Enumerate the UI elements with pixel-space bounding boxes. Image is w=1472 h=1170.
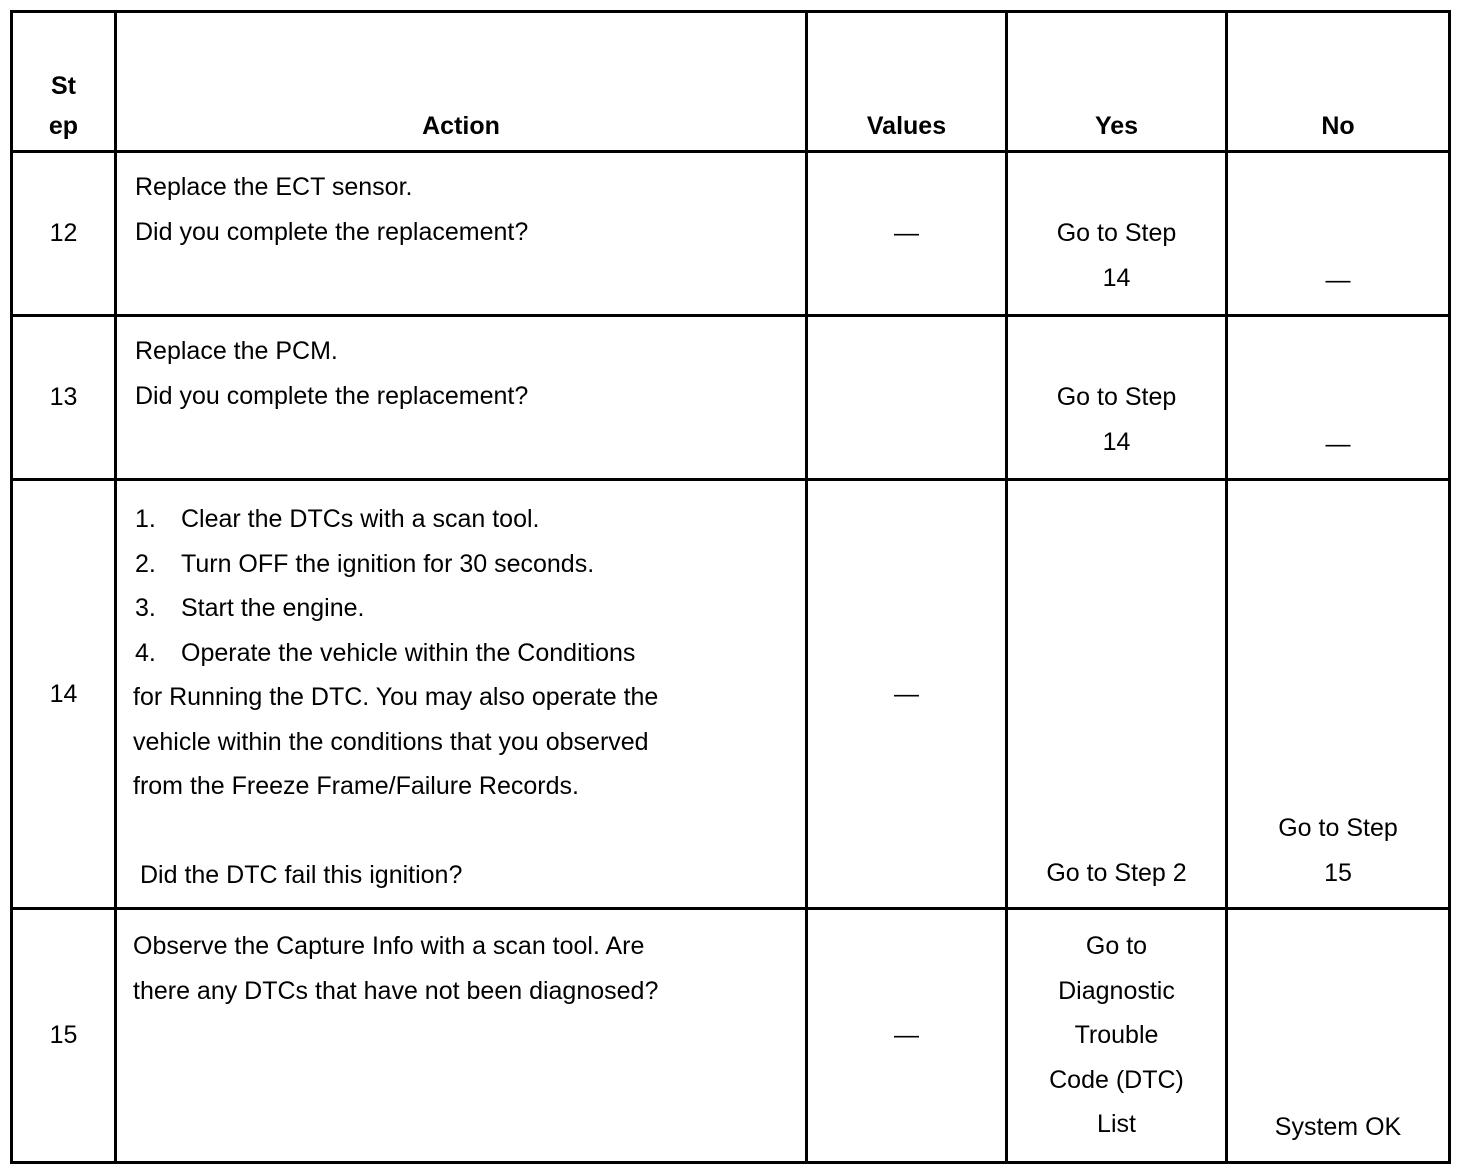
yes-line: Go to Step [1056,219,1177,247]
action-cell [116,316,807,480]
yes-line: List [1097,1110,1136,1138]
header-action: Action [116,12,807,152]
list-text: Operate the vehicle within the Conditions [181,638,636,667]
action-list-item [133,586,797,631]
values-cell: — [807,152,1007,316]
action-question: Did the DTC fail this ignition? [140,861,463,889]
action-line: Did you complete the replacement? [135,381,529,410]
header-yes: Yes [1007,12,1227,152]
list-number: 1. [135,505,156,533]
yes-line: Diagnostic [1058,976,1175,1005]
action-line: vehicle within the conditions that you observed [133,727,649,756]
step-number: 12 [12,152,116,316]
action-line: Replace the PCM. [135,337,338,365]
diagnostic-table [10,10,1451,1164]
action-list-item [133,631,797,676]
yes-cell [1007,316,1227,480]
values-cell: — [807,909,1007,1163]
action-list-item [133,497,797,542]
table-row [12,152,1450,316]
yes-line: Code (DTC) [1049,1065,1184,1094]
table-row [12,316,1450,480]
action-cell [116,152,807,316]
header-no: No [1227,12,1450,152]
step-number: 13 [12,316,116,480]
action-line: Observe the Capture Info with a scan tool. Are [133,932,645,960]
yes-line: Go to [1085,932,1148,960]
values-cell: — [807,480,1007,909]
action-cell [116,480,807,909]
list-number: 2. [135,549,156,578]
action-list-item [133,542,797,587]
header-step [12,12,116,152]
header-values: Values [807,12,1007,152]
no-cell: System OK [1227,909,1450,1163]
header-step-line2: ep [48,112,79,140]
action-cell [116,909,807,1163]
action-line: from the Freeze Frame/Failure Records. [133,772,579,800]
yes-line: Go to Step [1056,383,1177,411]
list-text: Start the engine. [181,594,365,622]
table-row [12,480,1450,909]
no-cell [1227,480,1450,909]
action-line: Replace the ECT sensor. [135,173,413,201]
values-cell [807,316,1007,480]
list-number: 3. [135,594,156,622]
action-line: there any DTCs that have not been diagnosed? [133,976,659,1005]
yes-cell [1007,152,1227,316]
table-row [12,909,1450,1163]
no-cell: — [1227,316,1450,480]
step-number: 15 [12,909,116,1163]
no-cell: — [1227,152,1450,316]
yes-cell [1007,909,1227,1163]
list-number: 4. [135,638,156,667]
no-line: Go to Step [1278,814,1398,842]
header-step-line1: St [51,72,76,100]
action-line: Did you complete the replacement? [135,217,529,246]
yes-line: 14 [1102,263,1131,292]
list-text: Turn OFF the ignition for 30 seconds. [181,549,595,578]
spacer [133,809,797,854]
action-line: for Running the DTC. You may also operate the [133,683,659,711]
yes-line: Trouble [1074,1021,1159,1049]
step-number: 14 [12,480,116,909]
yes-cell: Go to Step 2 [1007,480,1227,909]
header-row [12,12,1450,152]
no-line: 15 [1324,858,1352,887]
yes-line: 14 [1102,427,1131,456]
list-text: Clear the DTCs with a scan tool. [181,505,540,533]
